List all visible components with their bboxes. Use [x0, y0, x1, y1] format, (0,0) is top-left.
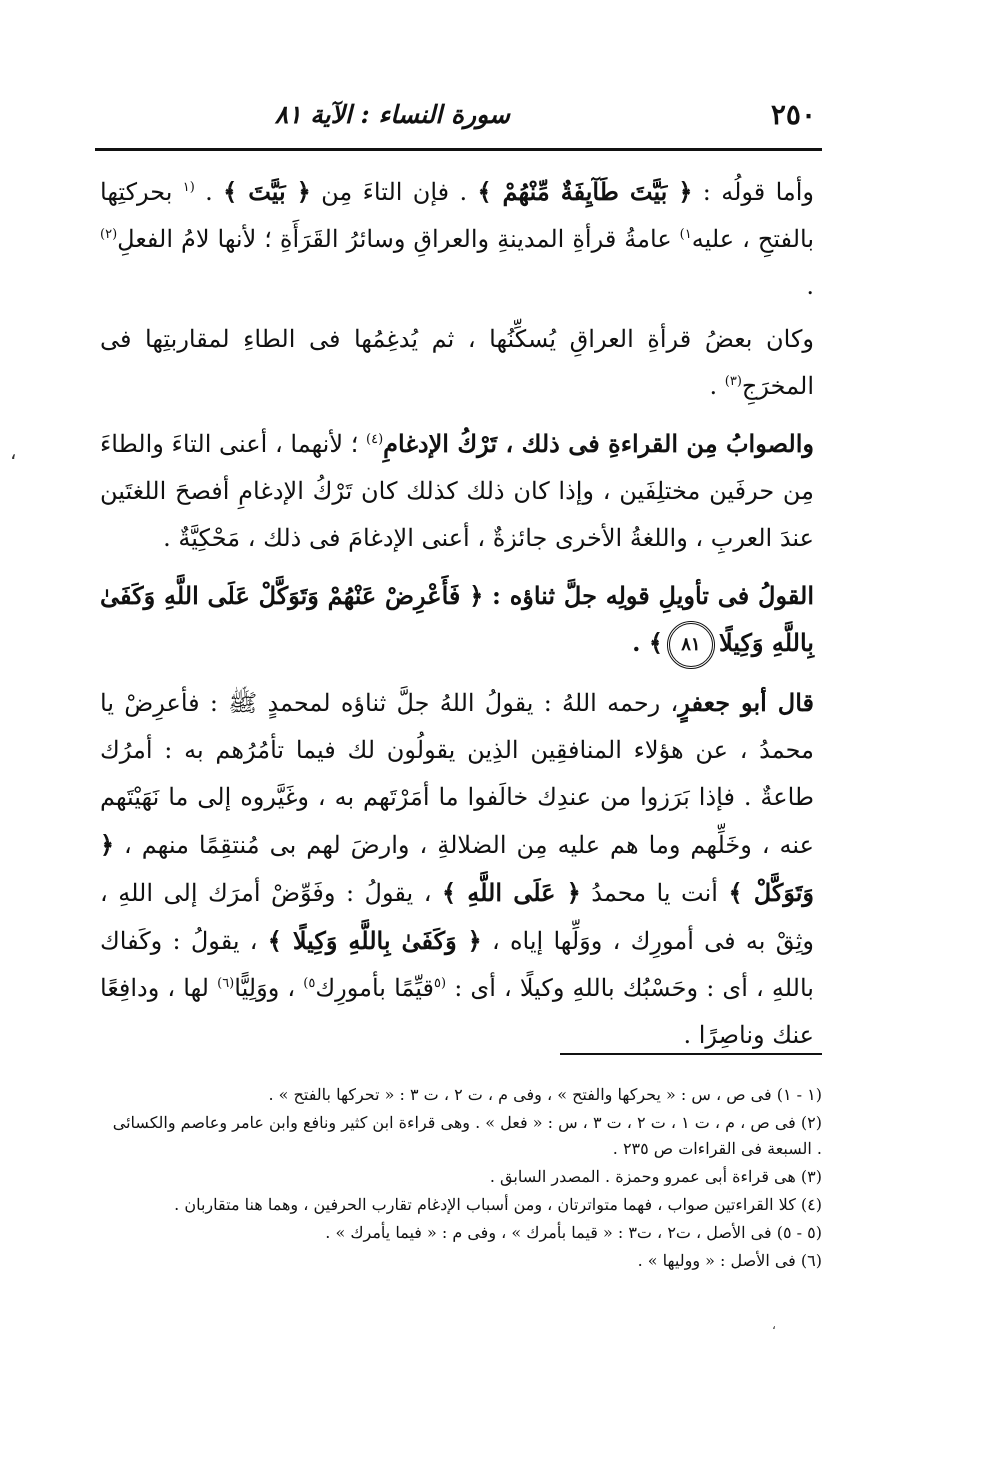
- footnote-5: (٥ - ٥) فى الأصل ، ت٢ ، ت٣ : « قيما بأمرك » ، وفى م : « فيما يأمرك » .: [325, 1223, 822, 1242]
- text-span: .: [806, 272, 814, 300]
- main-text: [100, 168, 814, 1059]
- quran-quote-close: ﴾: [648, 628, 663, 657]
- text-span: وأما قولُه :: [692, 178, 815, 206]
- header-rule: [95, 148, 822, 151]
- author-name: قال أبو جعفرٍ: [678, 687, 814, 717]
- footnote-marker: (١: [182, 180, 195, 195]
- text-span: ؛ لأنهما ، أعنى التاءَ والطاءَ مِن حرفَين مختلِفَين ، وإذا كان ذلك كذلك كان تَرْكُ الإدغامِ أفصحَ اللغتَين عندَ العربِ ، واللغةُ الأخرى جائزةٌ ، أعنى الإدغامَ فى ذلك ، مَحْكِيَّةٌ .: [100, 430, 814, 552]
- margin-mark: ،: [10, 440, 17, 464]
- footnote-marker: (٣): [724, 374, 742, 389]
- text-span: قيِّمًا بأمورِك: [315, 973, 435, 1002]
- text-span: وكان بعضُ قرأةِ العراقِ يُسكِّنُها ، ثم يُدغِمُها فى الطاءِ لمقاربتِها فى المخرَجِ: [100, 325, 814, 400]
- footnote-4: (٤) كلا القراءتين صواب ، فهما متواترتان ، ومن أسباب الإدغام تقارب الحرفين ، وهما هنا متقاربان .: [174, 1195, 822, 1214]
- footnotes: [110, 1082, 822, 1276]
- footnote-1: (١ - ١) فى ص ، س : « يحركها والفتح » ، وفى م ، ت ٢ ، ت ٣ : « تحركها بالفتح » .: [268, 1085, 822, 1104]
- text-span: ، يقولُ : وفَوِّضْ أمرَك إلى اللهِ ، وثِقْ به فى أمورِك ، ووَلِّها إياه ،: [100, 878, 814, 955]
- paragraph-3: [100, 420, 814, 562]
- text-span: لها ، ودافِعًا عنك وناصِرًا .: [100, 973, 814, 1049]
- page-header: [95, 86, 820, 146]
- paragraph-1: [100, 168, 814, 310]
- text-span: ، ووَلِيًّا: [234, 973, 304, 1002]
- text-span: .: [632, 628, 649, 657]
- text-span: .: [194, 178, 224, 206]
- page-number: ٢٥٠: [770, 98, 816, 131]
- footnote-marker: (٥: [434, 975, 447, 991]
- footnote-2: (٢) فى ص ، م ، ت ١ ، ت ٢ ، ت ٣ ، س : « فعل » . وهى قراءة ابن كثير ونافع وابن عامر وعاصم والكسائى . السبعة فى القراءات ص ٢٣٥ .: [112, 1113, 822, 1158]
- footnote-marker: (٤): [366, 432, 384, 447]
- text-span: عامةُ قرأةِ المدينةِ والعراقِ وسائرُ القَرَأَةِ ؛ لأنها لامُ الفعلِ: [117, 225, 680, 253]
- paragraph-5: [100, 679, 814, 1059]
- quran-quote: ﴿ فَأَعْرِضْ عَنْهُمْ وَتَوَكَّلْ عَلَى اللَّهِ وَكَفَىٰ بِاللَّهِ وَكِيلًا: [100, 581, 814, 657]
- footnote-marker: (٢): [100, 227, 118, 242]
- verse-number-badge: ٨١: [667, 621, 715, 669]
- running-title: سورة النساء : الآية ٨١: [274, 100, 510, 129]
- paragraph-2: [100, 316, 814, 410]
- footnote-marker: ٥): [303, 975, 316, 991]
- tiny-mark: ،: [772, 1318, 776, 1332]
- footnote-rule: [560, 1053, 822, 1055]
- text-span: .: [709, 372, 725, 400]
- text-span: ، يقولُ : وكَفاك باللهِ ، أى : وحَسْبُك باللهِ وكيلًا ، أى :: [100, 926, 814, 1002]
- quran-quote: ﴿ وَكَفَىٰ بِاللَّهِ وَكِيلًا ﴾: [267, 925, 482, 955]
- quran-quote: ﴿ بَيَّتَ ﴾: [223, 177, 311, 206]
- quran-quote: ﴿ بَيَّتَ طَآيِفَةٌ مِّنْهُمْ ﴾: [477, 177, 693, 206]
- quran-quote: ﴿ عَلَى اللَّهِ ﴾: [441, 877, 581, 907]
- quran-quote: ﴿ وَتَوَكَّلْ ﴾: [100, 829, 814, 907]
- text-span: بحركتِها بالفتحِ ، عليه: [100, 178, 815, 253]
- section-heading: [100, 572, 814, 669]
- text-span: القولُ فى تأويلِ قولِه جلَّ ثناؤه :: [483, 581, 814, 610]
- footnote-6: (٦) فى الأصل : « ووليها » .: [637, 1251, 822, 1270]
- text-span: ، رحمه اللهُ : يقولُ اللهُ جلَّ ثناؤه لمحمدٍ ﷺ : فأعرِضْ يا محمدُ ، عن هؤلاء المنافقِين الذِين يقولُون لك فيما تأمُرُهم به : أمرُك طاعةٌ . فإذا بَرَزوا من عندِك خالَفوا ما أمَرْتَهم به ، وغَيَّروه إلى ما نَهَيْتَهم عنه ، وخَلِّهم وما هم عليه مِن الضلالةِ ، وارضَ لهم بى مُنتقِمًا منهم ،: [100, 688, 814, 859]
- footnote-marker: ١): [679, 227, 692, 242]
- footnote-marker: (٦): [217, 975, 235, 991]
- text-span: . فإن التاءَ مِن: [310, 178, 478, 206]
- text-span: أنت يا محمدُ: [580, 878, 729, 907]
- footnote-3: (٣) هى قراءة أبى عمرو وحمزة . المصدر السابق .: [489, 1167, 822, 1186]
- text-span: والصوابُ مِن القراءةِ فى ذلك ، تَرْكُ الإدغامِ: [383, 429, 814, 458]
